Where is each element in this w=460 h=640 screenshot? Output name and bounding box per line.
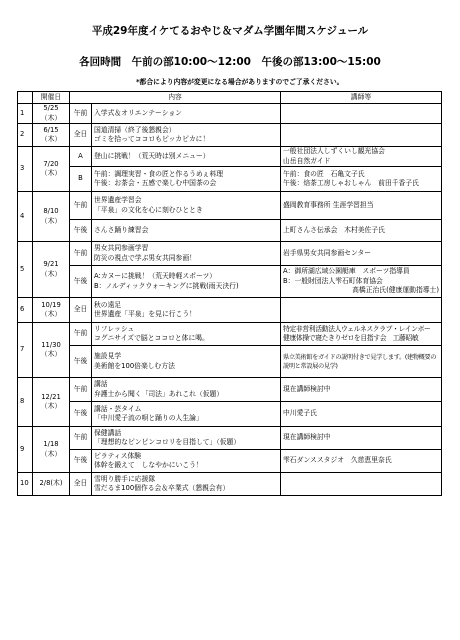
session-instructor-line: 盛岡教育事務所 生涯学習担当 xyxy=(283,200,374,209)
session-content-line: 講話・芸タイム xyxy=(94,404,142,413)
session-content-line: 美術館を100倍楽しむ方法 xyxy=(94,361,175,370)
session-date xyxy=(33,147,70,192)
session-weekday: （木） xyxy=(40,402,62,410)
session-content xyxy=(92,323,281,346)
session-date-value: 7/20 xyxy=(43,159,59,168)
session-number: 7 xyxy=(18,323,33,378)
session-number: 9 xyxy=(18,427,33,473)
session-content-line: リフレッシュ xyxy=(94,324,135,333)
session-instructor xyxy=(281,298,442,323)
session-period: 全日 xyxy=(70,473,92,496)
session-instructor xyxy=(281,402,442,427)
session-instructor-line: 中川愛子氏 xyxy=(283,409,317,418)
schedule-table xyxy=(17,91,442,496)
session-content-line: 秋の遠足 xyxy=(94,300,122,309)
session-instructor-line: B：一般財団法人雫石町体育協会 xyxy=(283,276,383,285)
session-weekday: （木） xyxy=(40,269,62,278)
session-content-line: 「理想的なピンピンコロリを目指して」（仮題） xyxy=(94,438,241,446)
page-title: 平成29年度イケてるおやじ＆マダム学園年間スケジュール xyxy=(91,25,369,37)
table-row xyxy=(18,378,442,402)
session-period: 午後 xyxy=(70,346,92,378)
session-number: 8 xyxy=(18,378,33,427)
session-instructor-line: 現在講師検討中 xyxy=(283,384,331,393)
session-number: 6 xyxy=(18,298,33,323)
session-number: 10 xyxy=(18,473,33,496)
session-date xyxy=(33,124,70,147)
session-content-line: 保健講話 xyxy=(94,428,122,437)
session-period: 午後 xyxy=(70,450,92,473)
session-number: 1 xyxy=(18,104,33,124)
session-content xyxy=(92,473,281,496)
schedule-body xyxy=(18,104,442,496)
session-weekday: （木） xyxy=(40,113,62,122)
session-content-line: ゴミを拾ってココロもピッカピカに！ xyxy=(94,135,210,143)
header-content: 内容 xyxy=(70,92,281,104)
table-header-row xyxy=(18,92,442,104)
session-content xyxy=(92,266,281,298)
session-period: 午前 xyxy=(70,192,92,220)
session-date-value: 2/8(木) xyxy=(39,479,63,488)
header-num xyxy=(18,92,33,104)
session-date xyxy=(33,242,70,298)
session-date xyxy=(33,298,70,323)
session-period: 午後 xyxy=(70,220,92,242)
session-period: 午前 xyxy=(70,427,92,450)
session-instructor-line: 特定非営利活動法人ウェルネスクラブ・レインボー xyxy=(283,324,431,333)
session-date xyxy=(33,378,70,427)
session-weekday: （木） xyxy=(40,310,62,318)
session-date xyxy=(33,323,70,378)
session-instructor-line: 午後：焙茶工房しゃおしゃん 前田千香子氏 xyxy=(283,179,419,187)
session-content-line: 男女共同参画学習 xyxy=(94,244,149,252)
session-instructor xyxy=(281,427,442,450)
session-number: 2 xyxy=(18,124,33,147)
session-date xyxy=(33,473,70,496)
session-content xyxy=(92,167,281,192)
session-content-line: 講話 xyxy=(94,380,108,388)
session-content xyxy=(92,298,281,323)
session-date-value: 10/19 xyxy=(41,300,61,309)
session-instructor xyxy=(281,266,442,298)
session-number: 4 xyxy=(18,192,33,242)
session-instructor-line: 山岳自然ガイド xyxy=(283,156,331,165)
session-content-line: 雪明り勝手に応援隊 xyxy=(94,474,156,483)
session-number: 3 xyxy=(18,147,33,192)
table-row xyxy=(18,192,442,220)
session-period: 午前 xyxy=(70,323,92,346)
table-row xyxy=(18,450,442,473)
session-weekday: （木） xyxy=(40,350,62,358)
session-content xyxy=(92,192,281,220)
session-instructor xyxy=(281,147,442,167)
session-date-value: 8/10 xyxy=(43,207,59,215)
session-content xyxy=(92,427,281,450)
session-instructor-line: 午前：食の匠 石亀文子氏 xyxy=(283,169,365,178)
session-date-value: 9/21 xyxy=(43,260,59,268)
session-content-line: 防災の視点で学ぶ男女共同参画！ xyxy=(94,253,196,262)
table-row xyxy=(18,124,442,147)
session-content-line: 雪だるま100個作る会＆卒業式（懇親会有） xyxy=(94,484,230,492)
session-period: 午後 xyxy=(70,266,92,298)
session-content xyxy=(92,346,281,378)
session-instructor xyxy=(281,124,442,147)
session-date-value: 6/15 xyxy=(43,125,59,134)
session-date xyxy=(33,427,70,473)
session-content-line: 「中川愛子流の唄と踊りの人生論」 xyxy=(94,414,203,422)
session-content-line: 登山に挑戦！（荒天時は別メニュー） xyxy=(94,151,210,160)
session-instructor xyxy=(281,346,442,378)
session-instructor-line: 高橋正治氏(健康運動指導士) xyxy=(352,286,439,295)
table-row xyxy=(18,473,442,496)
header-instructor: 講師等 xyxy=(281,92,442,104)
session-weekday: （木） xyxy=(40,216,62,225)
session-content xyxy=(92,450,281,473)
session-instructor xyxy=(281,167,442,192)
table-row xyxy=(18,427,442,450)
session-date-value: 11/30 xyxy=(41,340,61,349)
page-note: *都合により内容が変更になる場合がありますのでご了承ください。 xyxy=(136,78,344,86)
session-content xyxy=(92,378,281,402)
table-row xyxy=(18,242,442,266)
session-content xyxy=(92,220,281,242)
session-instructor xyxy=(281,450,442,473)
header-date: 開催日 xyxy=(33,92,70,104)
session-content xyxy=(92,147,281,167)
table-row xyxy=(18,167,442,192)
session-instructor-line: 健康体操で寝たきりゼロを目指す会 工藤昭敏 xyxy=(283,334,419,342)
session-instructor-line: A：御所湖広域公園艇庫 スポーツ指導員 xyxy=(283,267,410,276)
session-content-line: さんさ踊り練習会 xyxy=(94,225,149,234)
session-content xyxy=(92,104,281,124)
session-weekday: （木） xyxy=(40,135,62,143)
session-date-value: 5/25 xyxy=(43,104,59,112)
session-instructor-line: 岩手県男女共同参画センター xyxy=(283,248,372,257)
session-instructor xyxy=(281,473,442,496)
session-period: 午前 xyxy=(70,242,92,266)
session-period: 午前 xyxy=(70,378,92,402)
table-row xyxy=(18,346,442,378)
session-content xyxy=(92,124,281,147)
session-instructor xyxy=(281,378,442,402)
session-instructor xyxy=(281,192,442,220)
session-content-line: 体幹を鍛えて しなやかにいこう！ xyxy=(94,461,203,469)
session-content-line: 午前：調理実習・食の匠と作るうめぇ料理 xyxy=(94,169,224,178)
session-instructor-line: 現在講師検討中 xyxy=(283,433,331,442)
session-content-line: コグニサイズで脳とココロと体に喝。 xyxy=(94,334,209,342)
session-period: 午前 xyxy=(70,104,92,124)
session-content-line: 「平泉」の文化を心に刻むひととき xyxy=(94,205,203,214)
table-row xyxy=(18,298,442,323)
session-weekday: （木） xyxy=(40,169,62,177)
session-instructor-line: 一般社団法人しずくいし観光協会 xyxy=(283,147,385,155)
session-content-line: B：ノルディックウォーキングに挑戦(雨天決行) xyxy=(94,281,239,290)
session-content-line: ピラティス体験 xyxy=(94,451,142,460)
session-period: 全日 xyxy=(70,124,92,147)
session-instructor xyxy=(281,220,442,242)
session-period: 全日 xyxy=(70,298,92,323)
session-instructor xyxy=(281,104,442,124)
session-period: A xyxy=(70,147,92,167)
session-date xyxy=(33,192,70,242)
table-row xyxy=(18,323,442,346)
session-number: 5 xyxy=(18,242,33,298)
session-instructor-line: 上町さんさ伝承会 木村美佐子氏 xyxy=(283,225,385,234)
session-content-line: 世界遺産学習会 xyxy=(94,196,142,204)
table-row xyxy=(18,147,442,167)
session-instructor xyxy=(281,242,442,266)
table-row xyxy=(18,266,442,298)
session-content-line: 午後：お茶会・五感で楽しむ中国茶の会 xyxy=(94,179,217,187)
session-content xyxy=(92,402,281,427)
session-period: B xyxy=(70,167,92,192)
session-weekday: （木） xyxy=(40,449,62,458)
table-row xyxy=(18,220,442,242)
table-row xyxy=(18,104,442,124)
session-date-value: 1/18 xyxy=(43,440,59,448)
session-content xyxy=(92,242,281,266)
session-instructor-line: 県立美術館をガイドの説明付きで見学します。(建物概要の説明と常設展の見学) xyxy=(283,353,437,370)
session-content-line: 入学式＆オリエンテーション xyxy=(94,108,182,117)
session-period: 午後 xyxy=(70,402,92,427)
session-content-line: 施設見学 xyxy=(94,352,122,360)
table-row xyxy=(18,402,442,427)
session-date xyxy=(33,104,70,124)
session-date-value: 12/21 xyxy=(41,392,61,401)
session-instructor xyxy=(281,323,442,346)
page-subtitle: 各回時間 午前の部10:00～12:00 午後の部13:00～15:00 xyxy=(79,56,381,68)
session-content-line: 弁護士から聞く「司法」あれこれ（仮題） xyxy=(94,389,224,398)
session-content-line: 世界遺産「平泉」を見に行こう！ xyxy=(94,310,196,318)
session-instructor-line: 雫石ダンススタジオ 久慈恵里奈氏 xyxy=(283,456,392,465)
session-content-line: A:カヌーに挑戦！（荒天時軽スポーツ） xyxy=(94,272,217,280)
session-content-line: 国道清掃（終了後懇親会） xyxy=(94,125,176,134)
